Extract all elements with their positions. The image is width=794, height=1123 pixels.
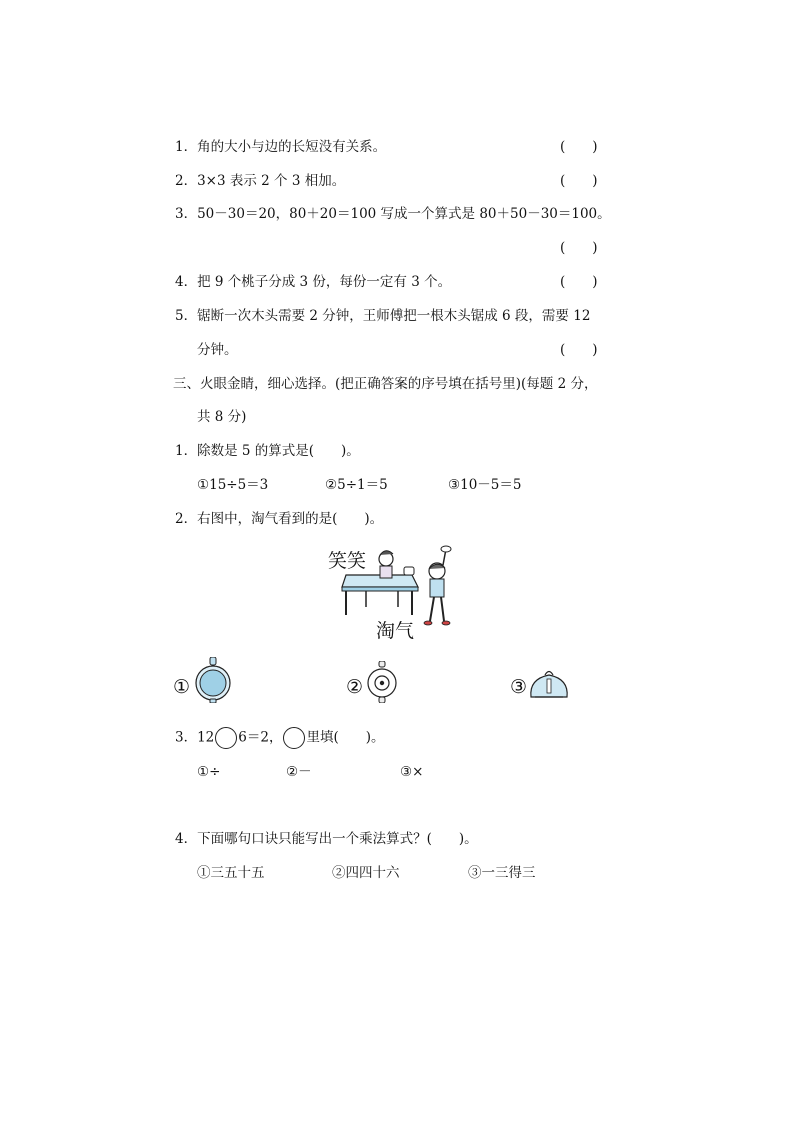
q3-option-1[interactable]: ①÷ bbox=[197, 764, 221, 780]
q1-option-1[interactable]: ①15÷5＝3 bbox=[197, 477, 269, 493]
q3-option-2[interactable]: ②－ bbox=[286, 764, 312, 780]
item-number: 1． bbox=[175, 139, 198, 155]
q3-text-c: 里填( )。 bbox=[306, 729, 385, 746]
item-number: 2． bbox=[175, 511, 198, 527]
blank-circle[interactable] bbox=[283, 727, 305, 749]
section-3-title: 三、火眼金睛，细心选择。(把正确答案的序号填在括号里)(每题 2 分， bbox=[173, 376, 598, 392]
judge-item-1 bbox=[175, 138, 386, 156]
figure-label-taoqi: 淘气 bbox=[376, 620, 415, 642]
item-text: 下面哪句口诀只能写出一个乘法算式？( )。 bbox=[197, 831, 478, 847]
teapot-top-view-icon[interactable] bbox=[193, 657, 233, 703]
judge-item-4 bbox=[175, 273, 451, 291]
item-text: 3×3 表示 2 个 3 相加。 bbox=[197, 173, 346, 189]
judge-item-2 bbox=[175, 172, 345, 190]
answer-paren-4[interactable]: ( ) bbox=[560, 274, 598, 290]
q2-option-1-label[interactable]: ① bbox=[173, 676, 191, 698]
item-text: 右图中，淘气看到的是( )。 bbox=[197, 511, 384, 527]
q2-option-3-label[interactable]: ③ bbox=[510, 676, 528, 698]
choice-q3 bbox=[175, 727, 385, 749]
choice-q1 bbox=[175, 442, 360, 460]
section-3-title-cont: 共 8 分) bbox=[197, 409, 247, 425]
item-text: 把 9 个桃子分成 3 份，每份一定有 3 个。 bbox=[197, 274, 452, 290]
item-text: 除数是 5 的算式是( )。 bbox=[197, 443, 360, 459]
item-number: 3． bbox=[175, 206, 198, 222]
choice-q2 bbox=[175, 510, 383, 528]
judge-item-5-cont: 分钟。 bbox=[197, 342, 238, 358]
judge-item-3 bbox=[175, 205, 611, 223]
teapot-lid-view-icon[interactable] bbox=[364, 661, 400, 703]
answer-paren-2[interactable]: ( ) bbox=[560, 173, 598, 189]
q2-option-2-label[interactable]: ② bbox=[346, 676, 364, 698]
item-text: 角的大小与边的长短没有关系。 bbox=[197, 139, 387, 155]
answer-paren-3[interactable]: ( ) bbox=[560, 240, 598, 256]
answer-paren-1[interactable]: ( ) bbox=[560, 139, 598, 155]
q3-text-a: 12 bbox=[197, 729, 215, 746]
q3-option-3[interactable]: ③× bbox=[400, 764, 424, 780]
item-text: 锯断一次木头需要 2 分钟，王师傅把一根木头锯成 6 段，需要 12 bbox=[197, 308, 591, 324]
item-number: 1． bbox=[175, 443, 198, 459]
item-text: 50－30＝20，80＋20＝100 写成一个算式是 80＋50－30＝100。 bbox=[197, 206, 611, 222]
item-number: 4． bbox=[175, 831, 198, 847]
item-number: 4． bbox=[175, 274, 198, 290]
teapot-side-view-icon[interactable] bbox=[527, 665, 571, 701]
q4-option-1[interactable]: ①三五十五 bbox=[197, 865, 265, 881]
q1-option-3[interactable]: ③10－5＝5 bbox=[448, 477, 522, 493]
q1-option-2[interactable]: ②5÷1＝5 bbox=[325, 477, 388, 493]
q4-option-2[interactable]: ②四四十六 bbox=[332, 865, 400, 881]
figure-label-xiaoxiao: 笑笑 bbox=[328, 550, 367, 572]
item-number: 5． bbox=[175, 308, 198, 324]
q4-option-3[interactable]: ③一三得三 bbox=[468, 865, 536, 881]
item-number: 2． bbox=[175, 173, 198, 189]
choice-q4 bbox=[175, 830, 478, 848]
item-number: 3． bbox=[175, 729, 198, 746]
blank-circle[interactable] bbox=[215, 727, 237, 749]
answer-paren-5[interactable]: ( ) bbox=[560, 342, 598, 358]
judge-item-5 bbox=[175, 307, 590, 325]
q3-text-b: 6＝2， bbox=[238, 729, 283, 746]
scene-illustration bbox=[340, 545, 455, 637]
